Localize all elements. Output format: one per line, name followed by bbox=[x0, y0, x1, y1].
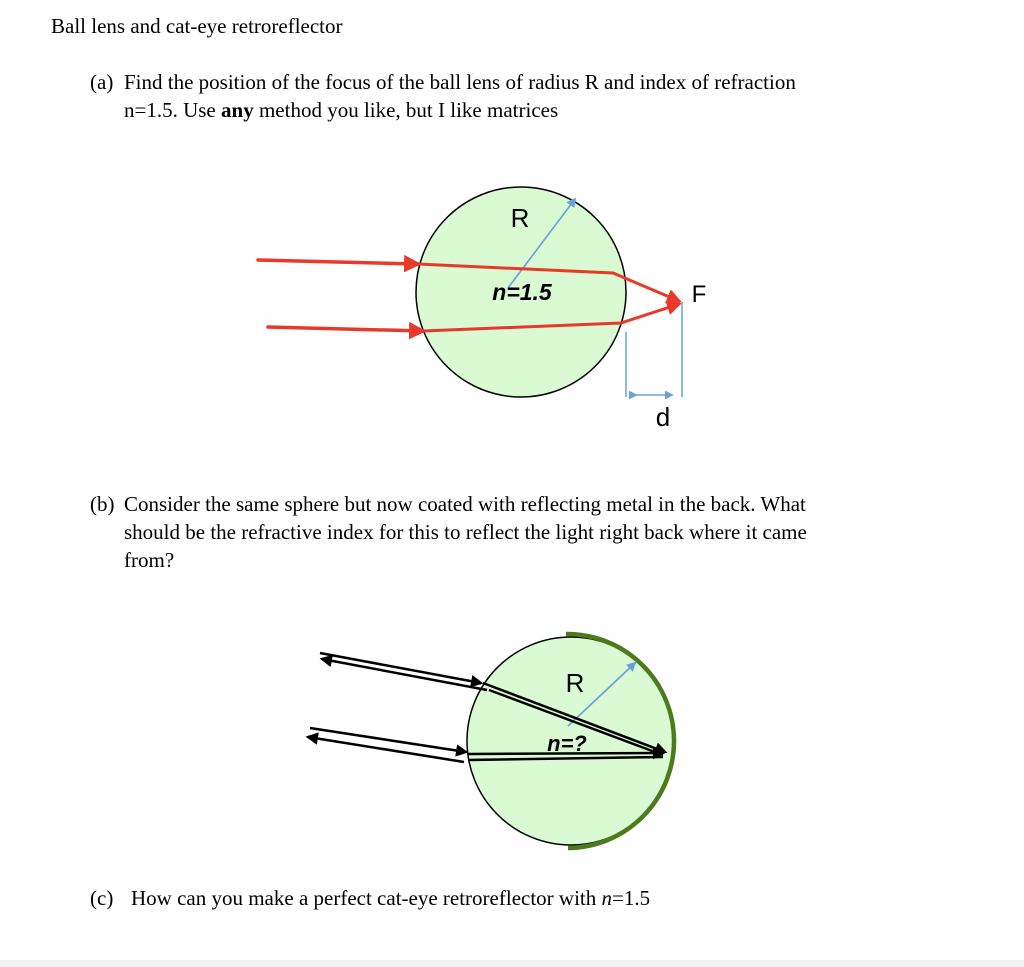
question-b-label: (b) bbox=[90, 492, 115, 516]
question-b-line3: from? bbox=[124, 548, 175, 572]
question-c-variable: n bbox=[601, 886, 613, 910]
incident-ray-bottom bbox=[268, 327, 423, 331]
question-a-label: (a) bbox=[90, 70, 114, 94]
radius-label-b: R bbox=[565, 668, 585, 698]
page-bottom-edge bbox=[0, 960, 1024, 967]
question-c-label: (c) bbox=[90, 886, 114, 910]
figure-b-retroreflector bbox=[308, 634, 675, 848]
question-a-line1: Find the position of the focus of the ball lens of radius R and index of refraction bbox=[124, 70, 796, 94]
page-title: Ball lens and cat-eye retroreflector bbox=[51, 14, 343, 38]
question-c-text bbox=[131, 884, 650, 912]
radius-label-a: R bbox=[510, 203, 530, 233]
incident-ray-top-b bbox=[320, 653, 481, 683]
question-b-line2: should be the refractive index for this to reflect the light right back where it came bbox=[124, 520, 807, 544]
question-b-line1: Consider the same sphere but now coated with reflecting metal in the back. What bbox=[124, 492, 806, 516]
question-a-line2-start: n=1.5. Use bbox=[124, 98, 222, 122]
incident-ray-top bbox=[258, 260, 418, 264]
question-a-emphasis: any bbox=[221, 98, 254, 122]
focus-label: F bbox=[691, 281, 707, 308]
question-a-line2-end: method you like, but I like matrices bbox=[253, 98, 559, 122]
index-label-b: n=? bbox=[547, 731, 587, 756]
question-c-text-start: How can you make a perfect cat-eye retroreflector with bbox=[131, 886, 602, 910]
distance-label: d bbox=[655, 402, 671, 432]
returning-ray-top-b bbox=[322, 659, 487, 690]
figure-a-ball-lens bbox=[258, 187, 706, 432]
index-label-a: n=1.5 bbox=[492, 279, 552, 305]
question-c-text-end: =1.5 bbox=[612, 886, 651, 910]
